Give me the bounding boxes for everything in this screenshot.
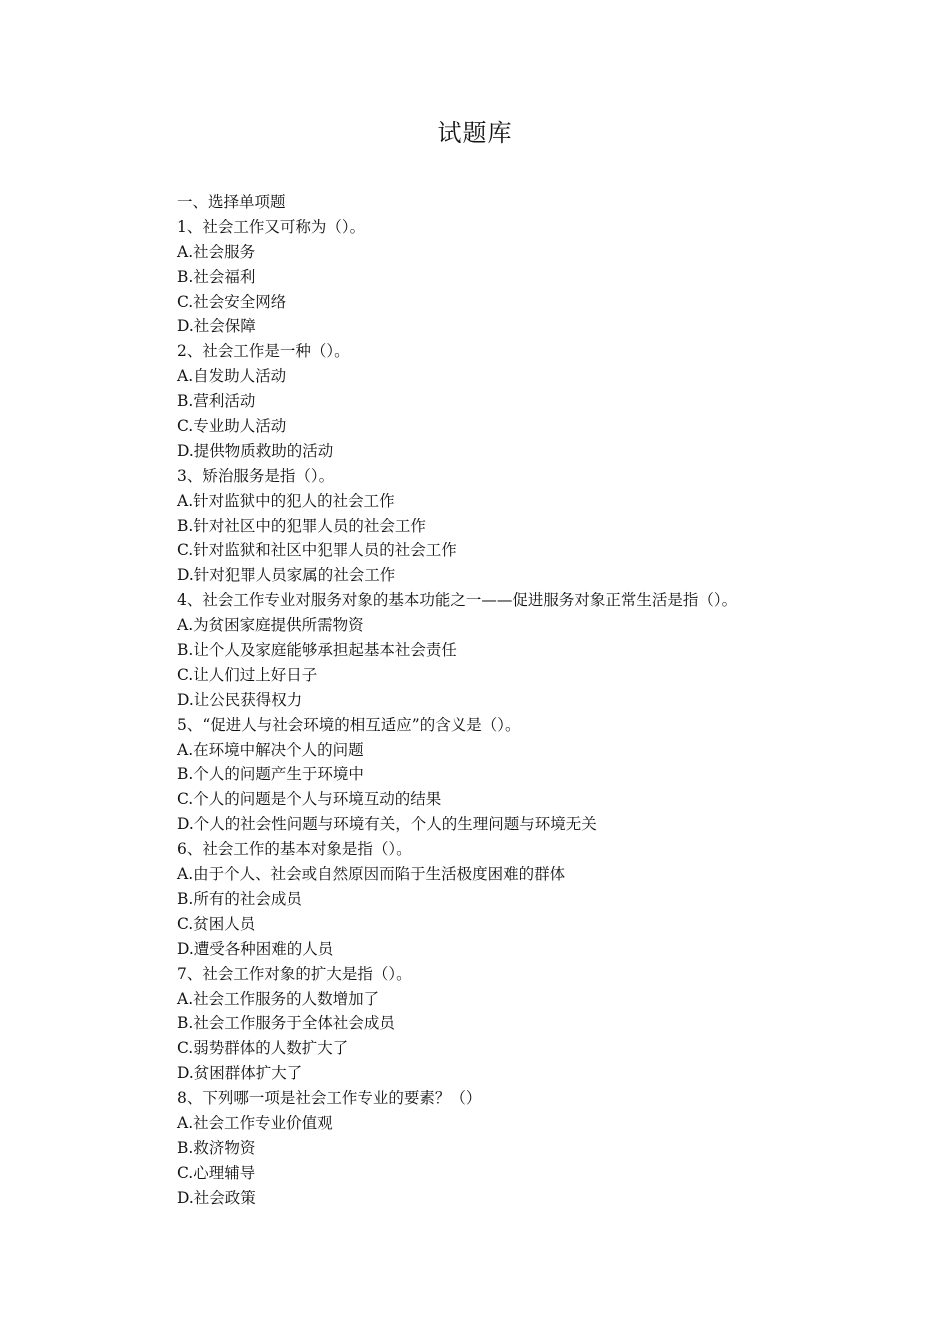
option-c: C.心理辅导 [177, 1163, 256, 1182]
option-b: B.让个人及家庭能够承担起基本社会责任 [177, 641, 457, 660]
question-3 [177, 464, 877, 588]
option-c: C.针对监狱和社区中犯罪人员的社会工作 [177, 541, 457, 560]
option-a: A.社会服务 [177, 242, 256, 261]
question-stem: 2、社会工作是一种（）。 [177, 342, 350, 361]
option-a: A.在环境中解决个人的问题 [177, 740, 364, 759]
question-stem: 6、社会工作的基本对象是指（）。 [177, 840, 412, 859]
option-a: A.社会工作服务的人数增加了 [177, 989, 380, 1008]
option-c: C.个人的问题是个人与环境互动的结果 [177, 790, 442, 809]
option-d: D.遭受各种困难的人员 [177, 939, 334, 958]
question-7 [177, 962, 877, 1086]
question-stem: 1、社会工作又可称为（）。 [177, 217, 366, 236]
option-a: A.自发助人活动 [177, 367, 287, 386]
section-heading: 一、选择单项题 [177, 193, 286, 211]
option-c: C.社会安全网络 [177, 292, 287, 311]
question-8 [177, 1086, 877, 1210]
option-b: B.营利活动 [177, 392, 256, 411]
option-b: B.个人的问题产生于环境中 [177, 765, 364, 784]
question-2 [177, 339, 877, 463]
option-c: C.贫困人员 [177, 914, 256, 933]
option-d: D.针对犯罪人员家属的社会工作 [177, 566, 396, 585]
question-stem: 5、“促进人与社会环境的相互适应”的含义是（）。 [177, 715, 521, 734]
question-4 [177, 588, 877, 712]
option-c: C.让人们过上好日子 [177, 665, 318, 684]
option-c: C.弱势群体的人数扩大了 [177, 1039, 349, 1058]
option-c: C.专业助人活动 [177, 417, 287, 436]
question-5 [177, 713, 877, 837]
option-a: A.社会工作专业价值观 [177, 1113, 333, 1132]
question-stem: 7、社会工作对象的扩大是指（）。 [177, 964, 412, 983]
option-d: D.让公民获得权力 [177, 690, 303, 709]
question-stem: 8、下列哪一项是社会工作专业的要素？（） [177, 1089, 482, 1108]
option-b: B.针对社区中的犯罪人员的社会工作 [177, 516, 426, 535]
option-b: B.社会工作服务于全体社会成员 [177, 1014, 395, 1033]
option-a: A.针对监狱中的犯人的社会工作 [177, 491, 395, 510]
option-b: B.所有的社会成员 [177, 889, 302, 908]
question-list [177, 190, 877, 1211]
option-a: A.为贫困家庭提供所需物资 [177, 616, 364, 635]
question-stem: 4、社会工作专业对服务对象的基本功能之一——促进服务对象正常生活是指（）。 [177, 591, 738, 610]
question-stem: 3、矫治服务是指（）。 [177, 466, 335, 485]
option-d: D.社会保障 [177, 317, 256, 336]
option-d: D.提供物质救助的活动 [177, 441, 334, 460]
option-d: D.个人的社会性问题与环境有关，个人的生理问题与环境无关 [177, 815, 597, 834]
option-b: B.救济物资 [177, 1138, 256, 1157]
option-d: D.社会政策 [177, 1188, 256, 1207]
document-title: 试题库 [437, 119, 513, 147]
question-6 [177, 837, 877, 961]
option-b: B.社会福利 [177, 267, 256, 286]
option-a: A.由于个人、社会或自然原因而陷于生活极度困难的群体 [177, 865, 566, 884]
option-d: D.贫困群体扩大了 [177, 1064, 303, 1083]
question-1 [177, 215, 877, 339]
